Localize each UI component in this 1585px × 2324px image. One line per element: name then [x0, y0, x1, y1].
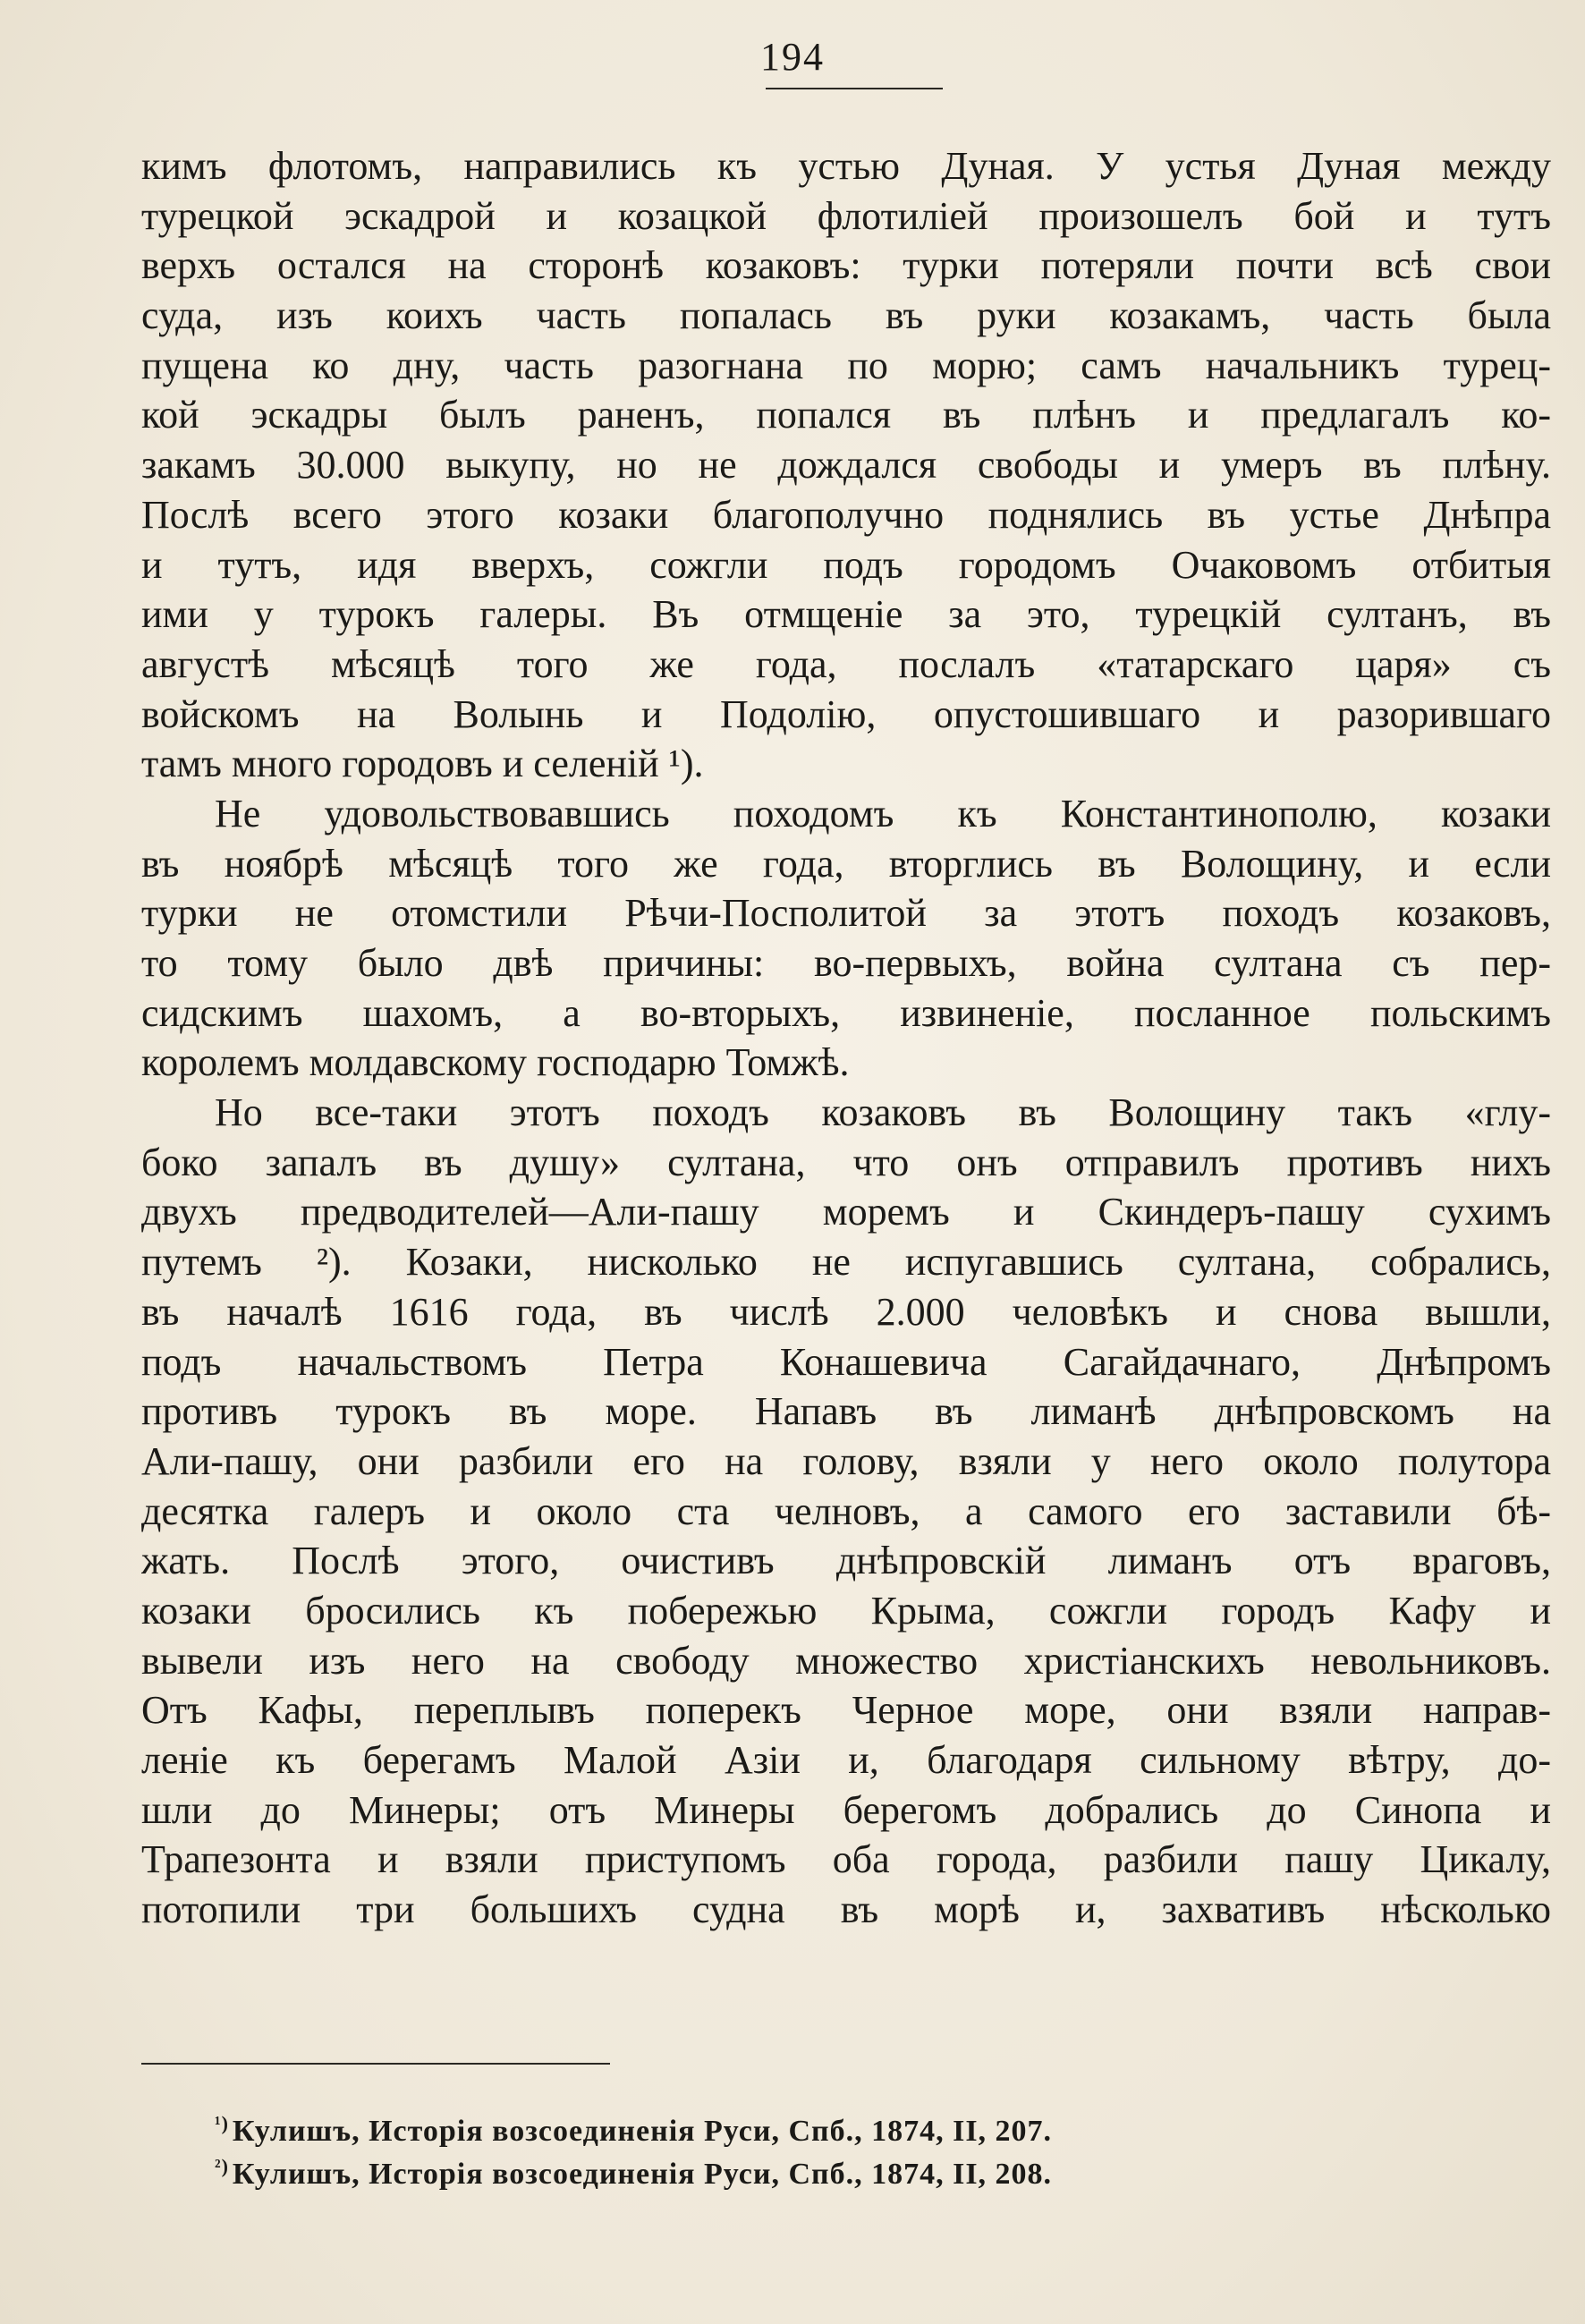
text-line: въ ноябрѣ мѣсяцѣ того же года, вторглись въ Волощину, и если [141, 841, 1551, 886]
footnote [215, 2102, 1377, 2148]
text-line: войскомъ на Волынь и Подолію, опустошившаго и разорившаго [141, 691, 1551, 736]
text-line: потопили три большихъ судна въ морѣ и, захвативъ нѣсколько [141, 1887, 1551, 1932]
text-line: вывели изъ него на свободу множество христіанскихъ невольниковъ. [141, 1638, 1551, 1683]
text-line: кой эскадры былъ раненъ, попался въ плѣнъ и предлагалъ ко- [141, 393, 1551, 437]
footnote-rule [141, 2063, 610, 2065]
text-line: въ началѣ 1616 года, въ числѣ 2.000 человѣкъ и снова вышли, [141, 1289, 1551, 1334]
page-number: 194 [760, 35, 825, 79]
header-rule [766, 88, 943, 89]
text-line: шли до Минеры; отъ Минеры берегомъ добрались до Синопа и [141, 1787, 1551, 1832]
text-line: ими у турокъ галеры. Въ отмщеніе за это, турецкій султанъ, въ [141, 592, 1551, 637]
text-line: Отъ Кафы, переплывъ поперекъ Черное море, они взяли направ- [141, 1688, 1551, 1733]
text-line: закамъ 30.000 выкупу, но не дождался свободы и умеръ въ плѣну. [141, 443, 1551, 488]
body-text [141, 141, 1551, 1935]
text-line: кимъ флотомъ, направились къ устью Дуная. У устья Дуная между [141, 144, 1551, 188]
footnote-text: Кулишъ, Исторія возсоединенія Руси, Спб., 1874, II, 208. [232, 2158, 1053, 2191]
text-line: Трапезонта и взяли приступомъ оба города, разбили пашу Цикалу, [141, 1837, 1551, 1882]
text-line: Али-пашу, они разбили его на голову, взяли у него около полутора [141, 1438, 1551, 1483]
text-line: Но все-таки этотъ походъ козаковъ въ Волощину такъ «глу- [215, 1090, 1551, 1135]
text-line: козаки бросились къ побережью Крыма, сожгли городъ Кафу и [141, 1588, 1551, 1633]
text-line: турки не отомстили Рѣчи-Посполитой за этотъ походъ козаковъ, [141, 891, 1551, 936]
text-line: верхъ остался на сторонѣ козаковъ: турки потеряли почти всѣ свои [141, 243, 1551, 288]
text-line: тамъ много городовъ и селеній ¹). [141, 742, 704, 786]
text-line: боко запалъ въ душу» султана, что онъ отправилъ противъ нихъ [141, 1140, 1551, 1184]
text-line: королемъ молдавскому господарю Томжѣ. [141, 1040, 850, 1085]
text-line: и тутъ, идя вверхъ, сожгли подъ городомъ Очаковомъ отбитыя [141, 542, 1551, 587]
text-line: леніе къ берегамъ Малой Азіи и, благодаря сильному вѣтру, до- [141, 1738, 1551, 1782]
text-line: путемъ ²). Козаки, нисколько не испугавшись султана, собрались, [141, 1240, 1551, 1285]
footnote-mark: ¹) [215, 2112, 229, 2134]
text-line: сидскимъ шахомъ, а во-вторыхъ, извиненіе, посланное польскимъ [141, 990, 1551, 1035]
text-line: пущена ко дну, часть разогнана по морю; самъ начальникъ турец- [141, 343, 1551, 387]
text-line: Послѣ всего этого козаки благополучно поднялись въ устье Днѣпра [141, 492, 1551, 537]
footnotes [215, 2102, 1377, 2191]
text-line: двухъ предводителей—Али-пашу моремъ и Скиндеръ-пашу сухимъ [141, 1190, 1551, 1234]
text-line: турецкой эскадрой и козацкой флотиліей произошелъ бой и тутъ [141, 193, 1551, 238]
text-line: суда, изъ коихъ часть попалась въ руки козакамъ, часть была [141, 293, 1551, 338]
footnote [215, 2145, 1377, 2191]
text-line: то тому было двѣ причины: во-первыхъ, война султана съ пер- [141, 941, 1551, 985]
text-line: подъ начальствомъ Петра Конашевича Сагайдачнаго, Днѣпромъ [141, 1339, 1551, 1384]
text-line: противъ турокъ въ море. Напавъ въ лиманѣ днѣпровскомъ на [141, 1389, 1551, 1434]
text-line: десятка галеръ и около ста челновъ, а самого его заставили бѣ- [141, 1489, 1551, 1533]
text-line: Не удовольствовавшись походомъ къ Константинополю, козаки [215, 791, 1551, 835]
footnote-mark: ²) [215, 2155, 229, 2177]
text-line: жать. Послѣ этого, очистивъ днѣпровскій лиманъ отъ враговъ, [141, 1539, 1551, 1583]
footnote-text: Кулишъ, Исторія возсоединенія Руси, Спб., 1874, II, 207. [232, 2115, 1053, 2148]
text-line: августѣ мѣсяцѣ того же года, послалъ «татарскаго царя» съ [141, 641, 1551, 686]
